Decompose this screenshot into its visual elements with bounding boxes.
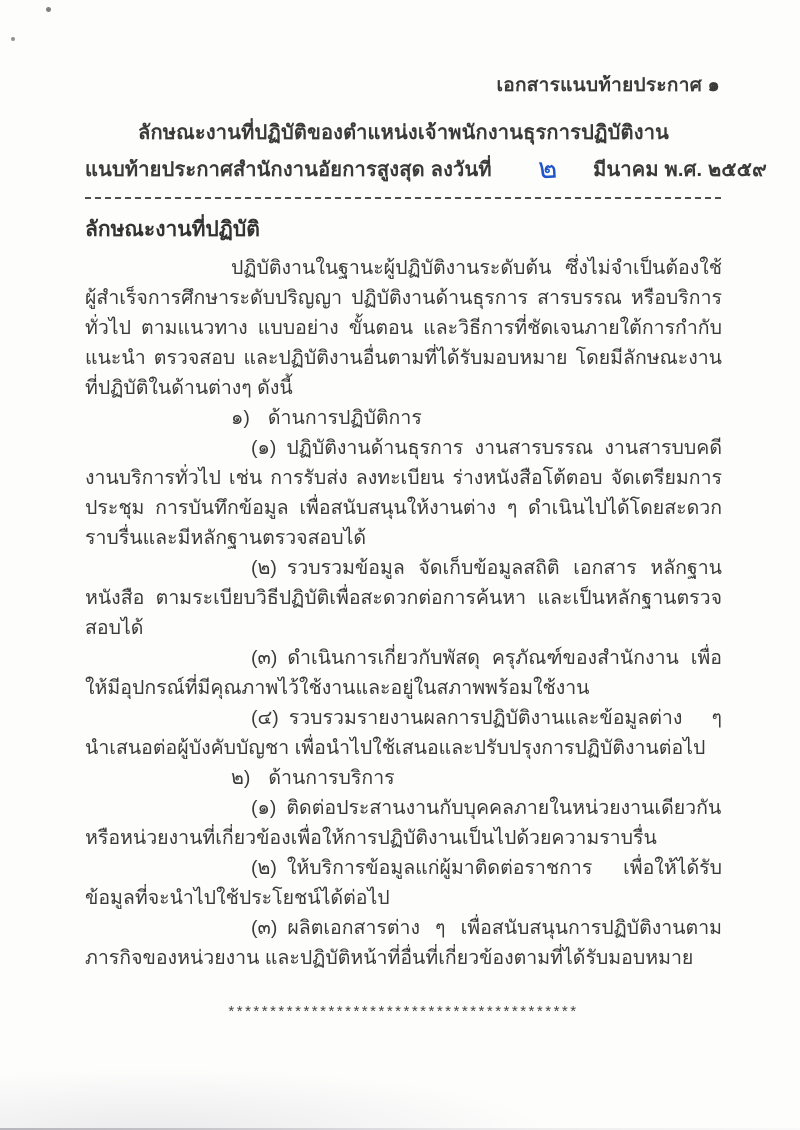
scan-speck (46, 7, 51, 12)
title-line2-prefix: แนบท้ายประกาศสำนักงานอัยการสูงสุด ลงวันที่ (85, 159, 492, 181)
section-2-title: ด้านการบริการ (268, 767, 395, 789)
item-number: (๒) (251, 557, 277, 579)
handwritten-date-day: ๒ (536, 150, 559, 186)
footer-asterisks: ****************************************** (228, 1003, 579, 1020)
item-number: (๑) (251, 797, 277, 819)
item-number: (๑) (251, 437, 277, 459)
section-1-header (85, 403, 722, 433)
section-1-title: ด้านการปฏิบัติการ (267, 407, 422, 429)
list-item (85, 853, 722, 913)
item-text: ปฏิบัติงานด้านธุรการ งานสารบรรณ งานสารบบคดี งานบริการทั่วไป เช่น การรับส่ง ลงทะเบียน ร่างหนังสือโต้ตอบ จัดเตรียมการประชุม การบันทึกข้อมูล เพื่อสนับสนุนให้งานต่าง ๆ ดำเนินไปได้โดยสะดวกราบรื่นและมีหลักฐานตรวจสอบได้ (85, 437, 722, 549)
item-text: ผลิตเอกสารต่าง ๆ เพื่อสนับสนุนการปฏิบัติงานตามภารกิจของหน่วยงาน และปฏิบัติหน้าที่อื่นที่เกี่ยวข้องตามที่ได้รับมอบหมาย (85, 917, 722, 969)
document-title-line2 (85, 150, 767, 186)
section-heading: ลักษณะงานที่ปฏิบัติ (85, 218, 260, 241)
item-number: (๓) (251, 917, 278, 939)
item-number: (๓) (251, 647, 278, 669)
item-text: ให้บริการข้อมูลแก่ผู้มาติดต่อราชการ เพื่อให้ได้รับข้อมูลที่จะนำไปใช้ประโยชน์ได้ต่อไป (85, 857, 722, 909)
list-item (85, 793, 722, 853)
list-item (85, 433, 722, 553)
list-item (85, 553, 722, 643)
scan-speck (11, 37, 15, 41)
item-number: (๒) (251, 857, 277, 879)
scan-shadow-smudge (0, 1070, 540, 1130)
list-item (85, 913, 722, 973)
list-item (85, 643, 722, 703)
item-text: ดำเนินการเกี่ยวกับพัสดุ ครุภัณฑ์ของสำนักงาน เพื่อให้มีอุปกรณ์ที่มีคุณภาพไว้ใช้งานและอยู่ในสภาพพร้อมใช้งาน (85, 647, 722, 699)
title-line2-suffix: มีนาคม พ.ศ. ๒๕๕๙ (593, 159, 767, 181)
document-tag: เอกสารแนบท้ายประกาศ ๑ (496, 75, 720, 96)
item-text: รวบรวมรายงานผลการปฏิบัติงานและข้อมูลต่าง ๆ นำเสนอต่อผู้บังคับบัญชา เพื่อนำไปใช้เสนอและปรับปรุงการปฏิบัติงานต่อไป (85, 707, 722, 759)
document-title-line1: ลักษณะงานที่ปฏิบัติของตำแหน่งเจ้าพนักงานธุรการปฏิบัติงาน (137, 122, 669, 144)
dashed-separator (85, 197, 722, 199)
section-2-number: ๒) (231, 767, 251, 789)
list-item (85, 703, 722, 763)
item-text: ติดต่อประสานงานกับบุคคลภายในหน่วยงานเดียวกันหรือหน่วยงานที่เกี่ยวข้องเพื่อให้การปฏิบัติงานเป็นไปด้วยความราบรื่น (85, 797, 722, 849)
section-2-header (85, 763, 722, 793)
section-1-number: ๑) (231, 407, 250, 429)
item-number: (๔) (251, 707, 279, 729)
item-text: รวบรวมข้อมูล จัดเก็บข้อมูลสถิติ เอกสาร หลักฐานหนังสือ ตามระเบียบวิธีปฏิบัติเพื่อสะดวกต่อการค้นหา และเป็นหลักฐานตรวจสอบได้ (85, 557, 722, 639)
intro-paragraph: ปฏิบัติงานในฐานะผู้ปฏิบัติงานระดับต้น ซึ่งไม่จำเป็นต้องใช้ผู้สำเร็จการศึกษาระดับปริญญา ปฏิบัติงานด้านธุรการ สารบรรณ หรือบริการทั่วไป ตามแนวทาง แบบอย่าง ขั้นตอน และวิธีการที่ชัดเจนภายใต้การกำกับ แนะนำ ตรวจสอบ และปฏิบัติงานอื่นตามที่ได้รับมอบหมาย โดยมีลักษณะงานที่ปฏิบัติในด้านต่างๆ ดังนี้ (85, 257, 722, 399)
